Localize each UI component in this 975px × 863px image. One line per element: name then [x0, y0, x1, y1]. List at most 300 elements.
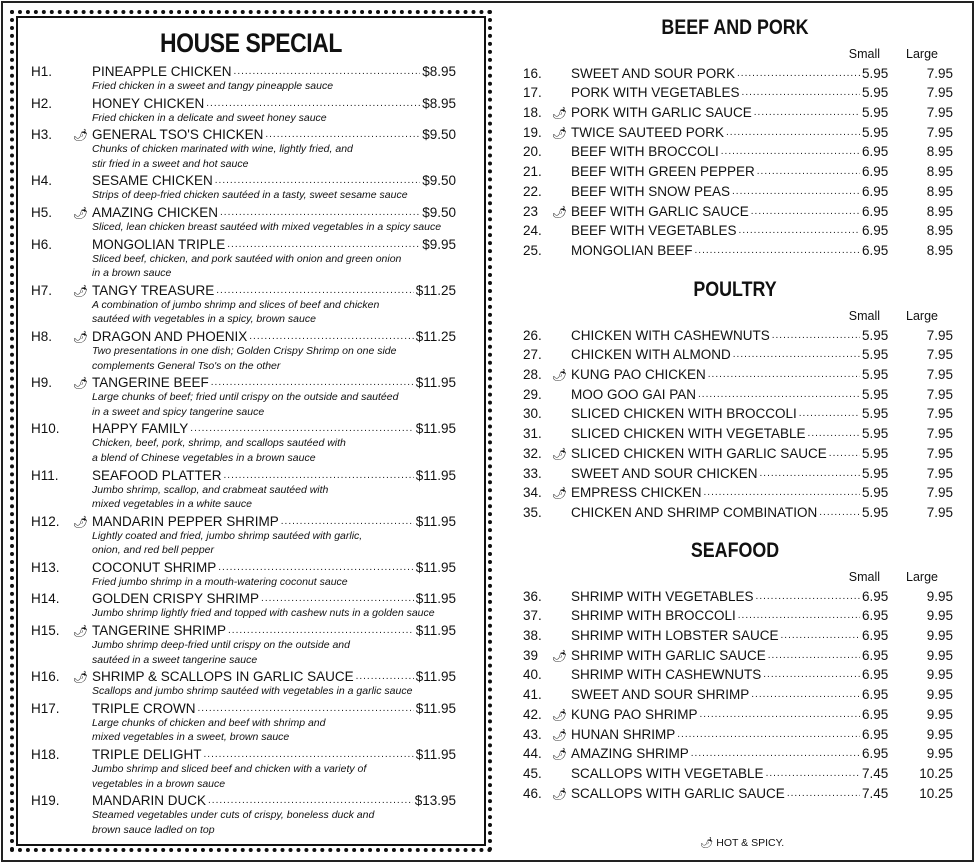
- house-special-panel: [10, 10, 492, 852]
- dot-leader: [206, 98, 420, 109]
- dot-leader: [224, 470, 414, 481]
- item-description: Jumbo shrimp, scallop, and crabmeat sautéed with: [92, 483, 329, 496]
- menu-item: [515, 481, 955, 501]
- item-description: Chunks of chicken marinated with wine, lightly fried, and: [92, 143, 353, 156]
- dot-leader: [763, 669, 860, 680]
- item-number: H9.: [31, 375, 53, 391]
- item-name: PINEAPPLE CHICKEN: [92, 64, 232, 79]
- chili-pepper-icon: 🌶︎: [552, 204, 568, 219]
- chili-pepper-icon: 🌶︎: [552, 707, 568, 722]
- dot-leader: [751, 206, 860, 217]
- item-description: Two presentations in one dish; Golden Crispy Shrimp on one side: [92, 344, 397, 357]
- item-name: SEAFOOD PLATTER: [92, 467, 222, 483]
- item-number: H15.: [31, 623, 60, 639]
- price-large: 7.95: [926, 367, 953, 383]
- item-number: H5.: [31, 204, 53, 220]
- item-name: TANGERINE BEEF: [92, 375, 209, 391]
- dot-leader: [819, 507, 860, 518]
- menu-item: [31, 512, 456, 529]
- menu-item: [31, 62, 456, 79]
- item-price: $9.50: [422, 204, 456, 220]
- menu-item: [31, 171, 456, 188]
- menu-item: [31, 203, 456, 220]
- menu-item: [31, 327, 456, 344]
- dot-leader: [198, 703, 414, 714]
- item-price: $11.25: [415, 282, 456, 298]
- item-number: H16.: [31, 669, 60, 685]
- item-number: 39: [523, 647, 539, 663]
- price-small: 5.95: [862, 445, 889, 461]
- section-title: POULTRY: [693, 278, 777, 301]
- item-name: BEEF WITH GARLIC SAUCE: [571, 203, 749, 219]
- price-large: 9.95: [926, 667, 953, 683]
- dot-leader: [704, 487, 860, 498]
- price-small: 5.95: [862, 504, 889, 520]
- price-small: 6.95: [862, 164, 889, 180]
- item-number: H11.: [31, 467, 59, 483]
- menu-item: [31, 667, 456, 684]
- size-header: [515, 304, 955, 323]
- size-header: [515, 42, 955, 61]
- item-name: HONEY CHICKEN: [92, 95, 205, 111]
- dot-leader: [768, 650, 860, 661]
- menu-item: [515, 362, 955, 382]
- section-poultry: [515, 278, 955, 520]
- large-label: Large: [906, 570, 938, 584]
- item-description: mixed vegetables in a sweet, brown sauce: [92, 731, 290, 744]
- item-number: 25.: [523, 242, 542, 258]
- item-price: $11.95: [415, 623, 456, 639]
- chili-pepper-icon: 🌶︎: [73, 283, 89, 298]
- item-price: $11.95: [415, 669, 456, 685]
- price-large: 7.95: [926, 504, 953, 520]
- chili-pepper-icon: 🌶︎: [73, 205, 89, 220]
- menu-item: [515, 159, 955, 179]
- menu-item: [515, 199, 955, 219]
- item-description: Chicken, beef, pork, shrimp, and scallops sautéed with: [92, 437, 346, 450]
- item-number: 29.: [523, 386, 542, 402]
- item-name: SWEET AND SOUR PORK: [571, 65, 736, 81]
- item-price: $8.95: [422, 64, 456, 79]
- menu-item: [515, 781, 955, 801]
- menu-item: [31, 235, 456, 252]
- dot-leader: [732, 186, 860, 197]
- item-price: $9.50: [422, 173, 456, 189]
- item-price: $11.25: [415, 328, 456, 344]
- price-small: 7.45: [862, 765, 889, 781]
- dot-leader: [781, 630, 860, 641]
- menu-item: [515, 382, 955, 402]
- menu-item: [515, 643, 955, 663]
- price-small: 7.45: [862, 785, 889, 801]
- item-name: DRAGON AND PHOENIX: [92, 328, 248, 344]
- item-number: 21.: [523, 164, 542, 180]
- price-large: 10.25: [919, 785, 953, 801]
- item-name: BEEF WITH BROCCOLI: [571, 144, 719, 160]
- menu-item: [515, 343, 955, 363]
- item-number: H8.: [31, 328, 53, 344]
- menu-item: [515, 421, 955, 441]
- menu-item: [515, 761, 955, 781]
- price-large: 7.95: [926, 445, 953, 461]
- menu-item: [31, 621, 456, 638]
- section-beef-and-pork: [515, 16, 955, 258]
- chili-pepper-icon: 🌶︎: [73, 670, 89, 685]
- price-small: 5.95: [862, 347, 889, 363]
- item-price: $13.95: [414, 793, 456, 809]
- dot-leader: [739, 225, 860, 236]
- price-small: 5.95: [862, 85, 889, 101]
- dot-leader: [204, 749, 414, 760]
- item-description: Sliced beef, chicken, and pork sautéed with onion and green onion: [92, 252, 402, 265]
- menu-item: [31, 94, 456, 111]
- price-small: 6.95: [862, 203, 889, 219]
- item-name: SLICED CHICKEN WITH VEGETABLE: [571, 426, 806, 442]
- item-name: CHICKEN WITH ALMOND: [571, 347, 731, 363]
- dot-leader: [751, 689, 860, 700]
- dot-leader: [234, 66, 421, 77]
- menu-item: [515, 682, 955, 702]
- item-name: HAPPY FAMILY: [92, 421, 189, 437]
- dot-leader: [190, 423, 413, 434]
- dot-leader: [265, 129, 420, 140]
- dot-leader: [698, 389, 860, 400]
- item-number: 43.: [523, 726, 542, 742]
- item-name: TRIPLE DELIGHT: [92, 747, 202, 763]
- price-large: 7.95: [926, 85, 953, 101]
- item-name: MANDARIN PEPPER SHRIMP: [92, 513, 279, 529]
- chili-pepper-icon: 🌶︎: [552, 747, 568, 762]
- price-small: 5.95: [862, 327, 889, 343]
- dot-leader: [208, 795, 413, 806]
- item-description: mixed vegetables in a white sauce: [92, 498, 252, 511]
- item-description: Sliced, lean chicken breast sautéed with mixed vegetables in a spicy sauce: [92, 220, 442, 233]
- item-number: H2.: [31, 95, 53, 111]
- item-name: KUNG PAO CHICKEN: [571, 367, 706, 383]
- price-large: 7.95: [926, 485, 953, 501]
- item-number: H7.: [31, 282, 53, 298]
- dot-leader: [216, 285, 413, 296]
- item-name: GOLDEN CRISPY SHRIMP: [92, 591, 260, 607]
- item-number: 41.: [523, 687, 542, 703]
- small-label: Small: [848, 309, 881, 323]
- item-name: SHRIMP WITH GARLIC SAUCE: [571, 647, 766, 663]
- price-small: 5.95: [862, 426, 889, 442]
- dot-leader: [757, 166, 860, 177]
- item-description: brown sauce ladled on top: [92, 823, 215, 836]
- dot-leader: [228, 625, 414, 636]
- menu-item: [515, 100, 955, 120]
- dot-leader: [756, 591, 860, 602]
- price-large: 8.95: [926, 183, 953, 199]
- item-name: COCONUT SHRIMP: [92, 559, 217, 575]
- chili-pepper-icon: 🌶︎: [73, 624, 89, 639]
- item-name: SWEET AND SOUR SHRIMP: [571, 687, 750, 703]
- item-name: EMPRESS CHICKEN: [571, 485, 702, 501]
- menu-item: [31, 419, 456, 436]
- item-price: $11.95: [415, 421, 456, 437]
- item-name: TANGY TREASURE: [92, 282, 215, 298]
- item-number: 42.: [523, 706, 542, 722]
- item-name: HUNAN SHRIMP: [571, 726, 676, 742]
- chili-pepper-icon: 🌶︎: [552, 727, 568, 742]
- item-number: 23: [523, 203, 539, 219]
- menu-item: [31, 466, 456, 483]
- price-small: 6.95: [862, 706, 889, 722]
- dot-leader: [742, 87, 860, 98]
- legend-text: HOT & SPICY.: [716, 837, 785, 849]
- dot-leader: [220, 207, 420, 218]
- item-description: Large chunks of beef; fried until crispy on the outside and sautéed: [92, 391, 399, 404]
- dot-leader: [356, 671, 414, 682]
- item-name: SHRIMP & SCALLOPS IN GARLIC SAUCE: [92, 669, 354, 685]
- item-number: 36.: [523, 588, 542, 604]
- item-name: MOO GOO GAI PAN: [571, 386, 697, 402]
- item-name: SLICED CHICKEN WITH BROCCOLI: [571, 406, 797, 422]
- item-number: 30.: [523, 406, 542, 422]
- item-number: 45.: [523, 765, 542, 781]
- item-name: BEEF WITH GREEN PEPPER: [571, 164, 755, 180]
- dot-leader: [799, 408, 860, 419]
- item-number: 24.: [523, 223, 542, 239]
- dot-leader: [787, 788, 860, 799]
- price-small: 5.95: [862, 124, 889, 140]
- price-large: 9.95: [926, 746, 953, 762]
- item-description: in a sweet and spicy tangerine sauce: [92, 405, 265, 418]
- dot-leader: [737, 68, 860, 79]
- item-price: $11.95: [415, 375, 456, 391]
- item-number: H6.: [31, 236, 53, 252]
- price-small: 5.95: [862, 105, 889, 121]
- dot-leader: [760, 468, 860, 479]
- item-number: H10.: [31, 421, 60, 437]
- price-small: 6.95: [862, 223, 889, 239]
- item-description: Large chunks of chicken and beef with shrimp and: [92, 716, 326, 729]
- item-name: MONGOLIAN BEEF: [571, 242, 693, 258]
- price-small: 6.95: [862, 746, 889, 762]
- item-name: SHRIMP WITH CASHEWNUTS: [571, 667, 762, 683]
- menu-item: [515, 323, 955, 343]
- item-name: TRIPLE CROWN: [92, 700, 196, 716]
- price-small: 6.95: [862, 183, 889, 199]
- price-large: 8.95: [926, 223, 953, 239]
- menu-item: [31, 699, 456, 716]
- item-number: 33.: [523, 465, 542, 481]
- item-number: 37.: [523, 608, 542, 624]
- item-number: 32.: [523, 445, 542, 461]
- item-price: $11.95: [415, 747, 456, 763]
- house-special-title: HOUSE SPECIAL: [160, 28, 342, 58]
- price-small: 5.95: [862, 465, 889, 481]
- price-small: 5.95: [862, 65, 889, 81]
- item-number: 27.: [523, 347, 542, 363]
- dot-leader: [726, 127, 860, 138]
- item-number: 16.: [523, 65, 542, 81]
- price-large: 7.95: [926, 347, 953, 363]
- dot-leader: [829, 448, 860, 459]
- price-small: 5.95: [862, 386, 889, 402]
- menu-item: [515, 702, 955, 722]
- item-number: 40.: [523, 667, 542, 683]
- menu-item: [515, 179, 955, 199]
- item-number: 22.: [523, 183, 542, 199]
- item-price: $9.50: [422, 127, 456, 143]
- dot-leader: [215, 175, 420, 186]
- item-description: sautéed with vegetables in a spicy, brown sauce: [92, 313, 316, 326]
- price-large: 8.95: [926, 242, 953, 258]
- item-number: H13.: [31, 559, 60, 575]
- dot-leader: [691, 748, 860, 759]
- price-large: 7.95: [926, 465, 953, 481]
- price-large: 9.95: [926, 628, 953, 644]
- dot-leader: [733, 349, 860, 360]
- item-number: 20.: [523, 144, 542, 160]
- chili-pepper-icon: 🌶︎: [552, 648, 568, 663]
- item-name: CHICKEN WITH CASHEWNUTS: [571, 327, 770, 343]
- dot-leader: [721, 146, 860, 157]
- item-number: 31.: [523, 426, 542, 442]
- item-number: 34.: [523, 485, 542, 501]
- price-small: 6.95: [862, 667, 889, 683]
- menu-item: [515, 722, 955, 742]
- item-description: Steamed vegetables under cuts of crispy, boneless duck and: [92, 809, 375, 822]
- item-number: 46.: [523, 785, 542, 801]
- item-name: AMAZING CHICKEN: [92, 204, 219, 220]
- house-special-list: [31, 62, 456, 837]
- small-label: Small: [848, 47, 881, 61]
- menu-item: [31, 745, 456, 762]
- item-price: $11.95: [415, 513, 456, 529]
- menu-item: [515, 663, 955, 683]
- menu-item: [515, 238, 955, 258]
- price-large: 7.95: [926, 406, 953, 422]
- chili-pepper-icon: 🌶︎: [552, 446, 568, 461]
- menu-item: [31, 558, 456, 575]
- menu-item: [515, 461, 955, 481]
- item-description: Lightly coated and fried, jumbo shrimp sautéed with garlic,: [92, 529, 363, 542]
- price-large: 10.25: [919, 765, 953, 781]
- menu-item: [31, 791, 456, 808]
- price-large: 9.95: [926, 706, 953, 722]
- price-large: 7.95: [926, 124, 953, 140]
- dot-leader: [249, 331, 413, 342]
- price-small: 6.95: [862, 242, 889, 258]
- price-large: 9.95: [926, 687, 953, 703]
- item-price: $8.95: [422, 95, 456, 111]
- menu-item: [515, 441, 955, 461]
- item-description: Scallops and jumbo shrimp sautéed with vegetables in a garlic sauce: [92, 685, 413, 698]
- item-name: MONGOLIAN TRIPLE: [92, 236, 226, 252]
- item-number: H18.: [31, 747, 60, 763]
- price-large: 7.95: [926, 105, 953, 121]
- menu-item: [31, 125, 456, 142]
- item-number: H14.: [31, 591, 60, 607]
- item-name: CHICKEN AND SHRIMP COMBINATION: [571, 504, 818, 520]
- item-price: $11.95: [415, 559, 456, 575]
- item-number: 17.: [523, 85, 542, 101]
- price-small: 6.95: [862, 608, 889, 624]
- menu-item: [515, 604, 955, 624]
- item-description: Fried chicken in a sweet and tangy pineapple sauce: [92, 80, 334, 92]
- menu-item: [515, 61, 955, 81]
- chili-pepper-icon: 🌶︎: [552, 106, 568, 121]
- menu-item: [515, 120, 955, 140]
- chili-pepper-icon: 🌶︎: [552, 786, 568, 801]
- menu-item: [31, 373, 456, 390]
- item-number: 26.: [523, 327, 542, 343]
- menu-item: [515, 623, 955, 643]
- price-small: 6.95: [862, 628, 889, 644]
- item-description: a blend of Chinese vegetables in a brown sauce: [92, 451, 316, 464]
- item-name: SCALLOPS WITH GARLIC SAUCE: [571, 785, 785, 801]
- dot-leader: [738, 610, 860, 621]
- item-name: MANDARIN DUCK: [92, 793, 207, 809]
- dot-leader: [261, 593, 414, 604]
- item-description: vegetables in a brown sauce: [92, 777, 226, 790]
- menu-item: [31, 589, 456, 606]
- item-name: GENERAL TSO'S CHICKEN: [92, 127, 264, 143]
- menu-item: [515, 402, 955, 422]
- item-number: H12.: [31, 513, 60, 529]
- item-description: stir fried in a sweet and hot sauce: [92, 157, 249, 170]
- item-name: TANGERINE SHRIMP: [92, 623, 227, 639]
- item-description: Jumbo shrimp deep-fried until crispy on the outside and: [92, 639, 350, 652]
- menu-item: [31, 281, 456, 298]
- item-number: H17.: [31, 700, 60, 716]
- price-small: 5.95: [862, 406, 889, 422]
- chili-pepper-icon: 🌶︎: [73, 128, 89, 143]
- item-price: $11.95: [415, 700, 456, 716]
- item-number: H1.: [31, 64, 53, 79]
- item-name: KUNG PAO SHRIMP: [571, 706, 698, 722]
- item-number: 38.: [523, 628, 542, 644]
- item-number: H4.: [31, 173, 53, 189]
- item-price: $11.95: [415, 467, 456, 483]
- item-name: SHRIMP WITH BROCCOLI: [571, 608, 736, 624]
- item-number: H3.: [31, 127, 53, 143]
- price-small: 6.95: [862, 144, 889, 160]
- dot-leader: [211, 377, 414, 388]
- price-large: 8.95: [926, 144, 953, 160]
- item-name: PORK WITH VEGETABLES: [571, 85, 740, 101]
- dot-leader: [708, 369, 860, 380]
- item-description: Fried jumbo shrimp in a mouth-watering coconut sauce: [92, 575, 348, 588]
- menu-item: [515, 219, 955, 239]
- dot-leader: [766, 768, 860, 779]
- dot-leader: [218, 562, 413, 573]
- price-large: 7.95: [926, 386, 953, 402]
- hot-spicy-legend: [700, 836, 784, 849]
- item-number: 44.: [523, 746, 542, 762]
- price-large: 9.95: [926, 647, 953, 663]
- price-small: 5.95: [862, 367, 889, 383]
- dot-leader: [281, 516, 414, 527]
- chili-pepper-icon: 🌶︎: [552, 486, 568, 501]
- price-large: 8.95: [926, 203, 953, 219]
- price-small: 6.95: [862, 687, 889, 703]
- item-description: Fried chicken in a delicate and sweet honey sauce: [92, 111, 327, 124]
- dot-leader: [808, 428, 860, 439]
- menu-item: [515, 140, 955, 160]
- item-name: SHRIMP WITH LOBSTER SAUCE: [571, 628, 779, 644]
- item-name: BEEF WITH SNOW PEAS: [571, 183, 731, 199]
- item-description: sautéed in a sweet tangerine sauce: [92, 653, 258, 666]
- price-small: 5.95: [862, 485, 889, 501]
- item-description: in a brown sauce: [92, 267, 172, 280]
- item-description: Jumbo shrimp and sliced beef and chicken with a variety of: [92, 763, 367, 776]
- item-description: complements General Tso's on the other: [92, 359, 281, 372]
- large-label: Large: [906, 309, 938, 323]
